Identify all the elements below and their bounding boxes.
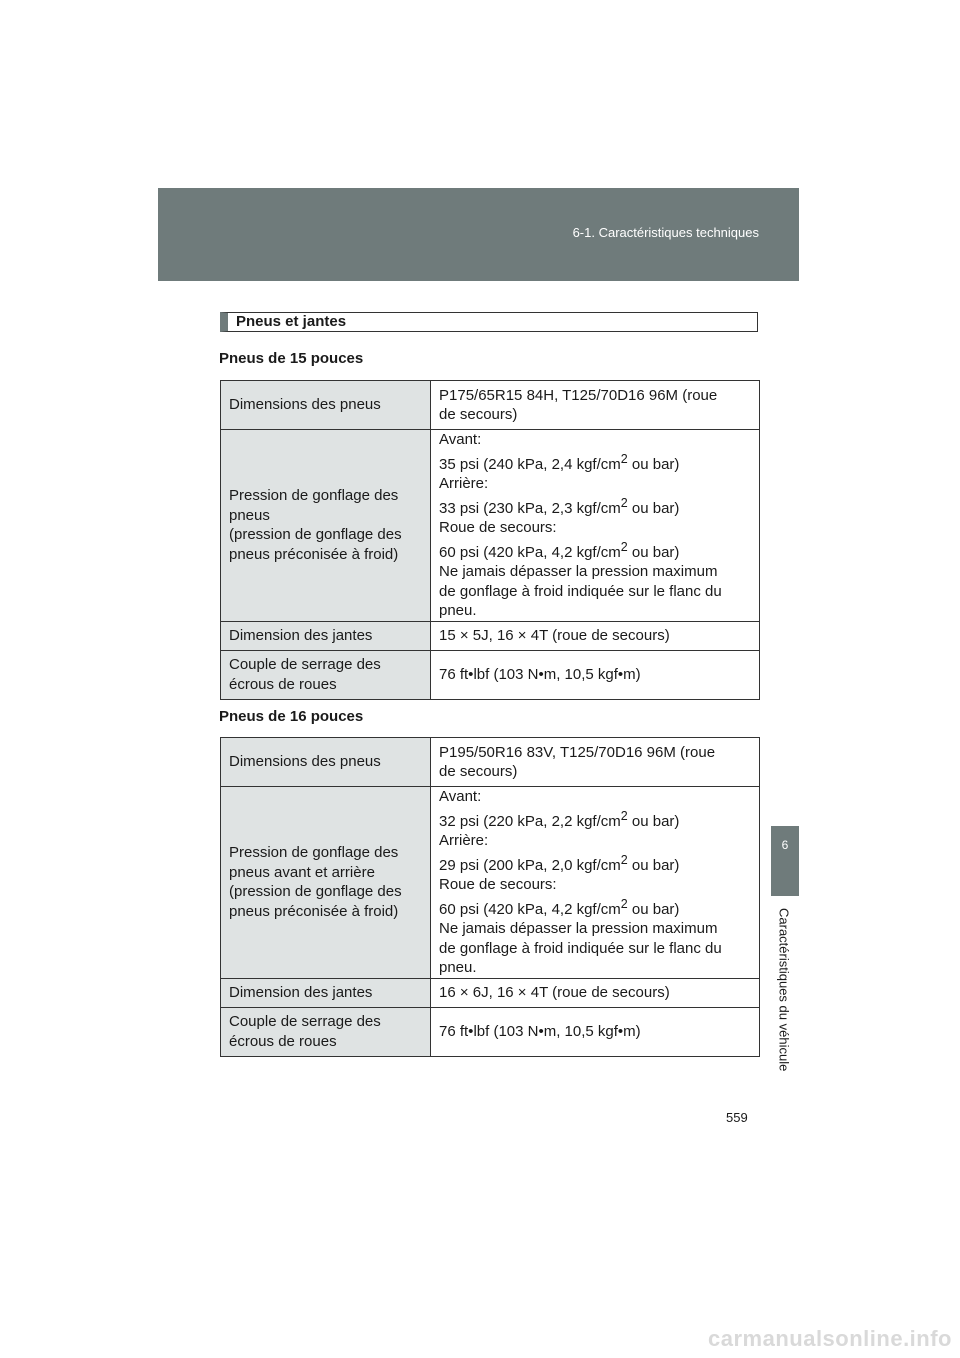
section-title: 6-1. Caractéristiques techniques [572,225,759,240]
row-value: 15 × 5J, 16 × 4T (roue de secours) [431,621,760,650]
row-value: P195/50R16 83V, T125/70D16 96M (roue de secours) [431,738,760,787]
row-key: Dimension des jantes [221,621,431,650]
row-value: Avant: 35 psi (240 kPa, 2,4 kgf/$cm^2$ ou bar) Arrière: 33 psi (230 kPa, 2,3 kgf/$cm^2$ ou bar) Roue de secours: 60 psi (420 kPa, 4,2 kgf/$cm^2$ ou bar) Ne jamais dépasser la pression maximum de gonflage à froid indiquée sur le flanc du pneu. [431,430,760,622]
table-row [221,738,760,787]
table-row [221,430,760,622]
row-key: Couple de serrage des écrous de roues [221,650,431,699]
spec-table-15 [220,380,760,700]
table-row [221,650,760,699]
section-heading: Pneus et jantes [220,312,758,332]
chapter-side-text: Caractéristiques du véhicule [776,908,792,1072]
table-row [221,1007,760,1056]
row-value: 76 ft•lbf (103 N•m, 10,5 kgf•m) [431,1007,760,1056]
row-key: Dimensions des pneus [221,381,431,430]
page-number: 559 [726,1110,748,1125]
chapter-tab-number: 6 [781,838,789,852]
table-row [221,978,760,1007]
row-key: Pression de gonflage des pneus (pression de gonflage des pneus préconisée à froid) [221,430,431,622]
table-row [221,621,760,650]
table-row [221,381,760,430]
header-band [158,188,799,281]
row-key: Dimension des jantes [221,978,431,1007]
row-value: 76 ft•lbf (103 N•m, 10,5 kgf•m) [431,650,760,699]
row-key: Pression de gonflage des pneus avant et arrière (pression de gonflage des pneus préconisée à froid) [221,787,431,979]
row-key: Dimensions des pneus [221,738,431,787]
row-value: Avant: 32 psi (220 kPa, 2,2 kgf/$cm^2$ ou bar) Arrière: 29 psi (200 kPa, 2,0 kgf/$cm^2$ ou bar) Roue de secours: 60 psi (420 kPa, 4,2 kgf/$cm^2$ ou bar) Ne jamais dépasser la pression maximum de gonflage à froid indiquée sur le flanc du pneu. [431,787,760,979]
spec-table-16 [220,737,760,1057]
watermark: carmanualsonline.info [708,1326,952,1351]
row-value: P175/65R15 84H, T125/70D16 96M (roue de secours) [431,381,760,430]
chapter-tab [771,826,799,896]
subheading-15: Pneus de 15 pouces [219,350,364,367]
subheading-16: Pneus de 16 pouces [219,708,364,725]
row-value: 16 × 6J, 16 × 4T (roue de secours) [431,978,760,1007]
row-key: Couple de serrage des écrous de roues [221,1007,431,1056]
chapter-side-label [764,908,804,1088]
table-row [221,787,760,979]
